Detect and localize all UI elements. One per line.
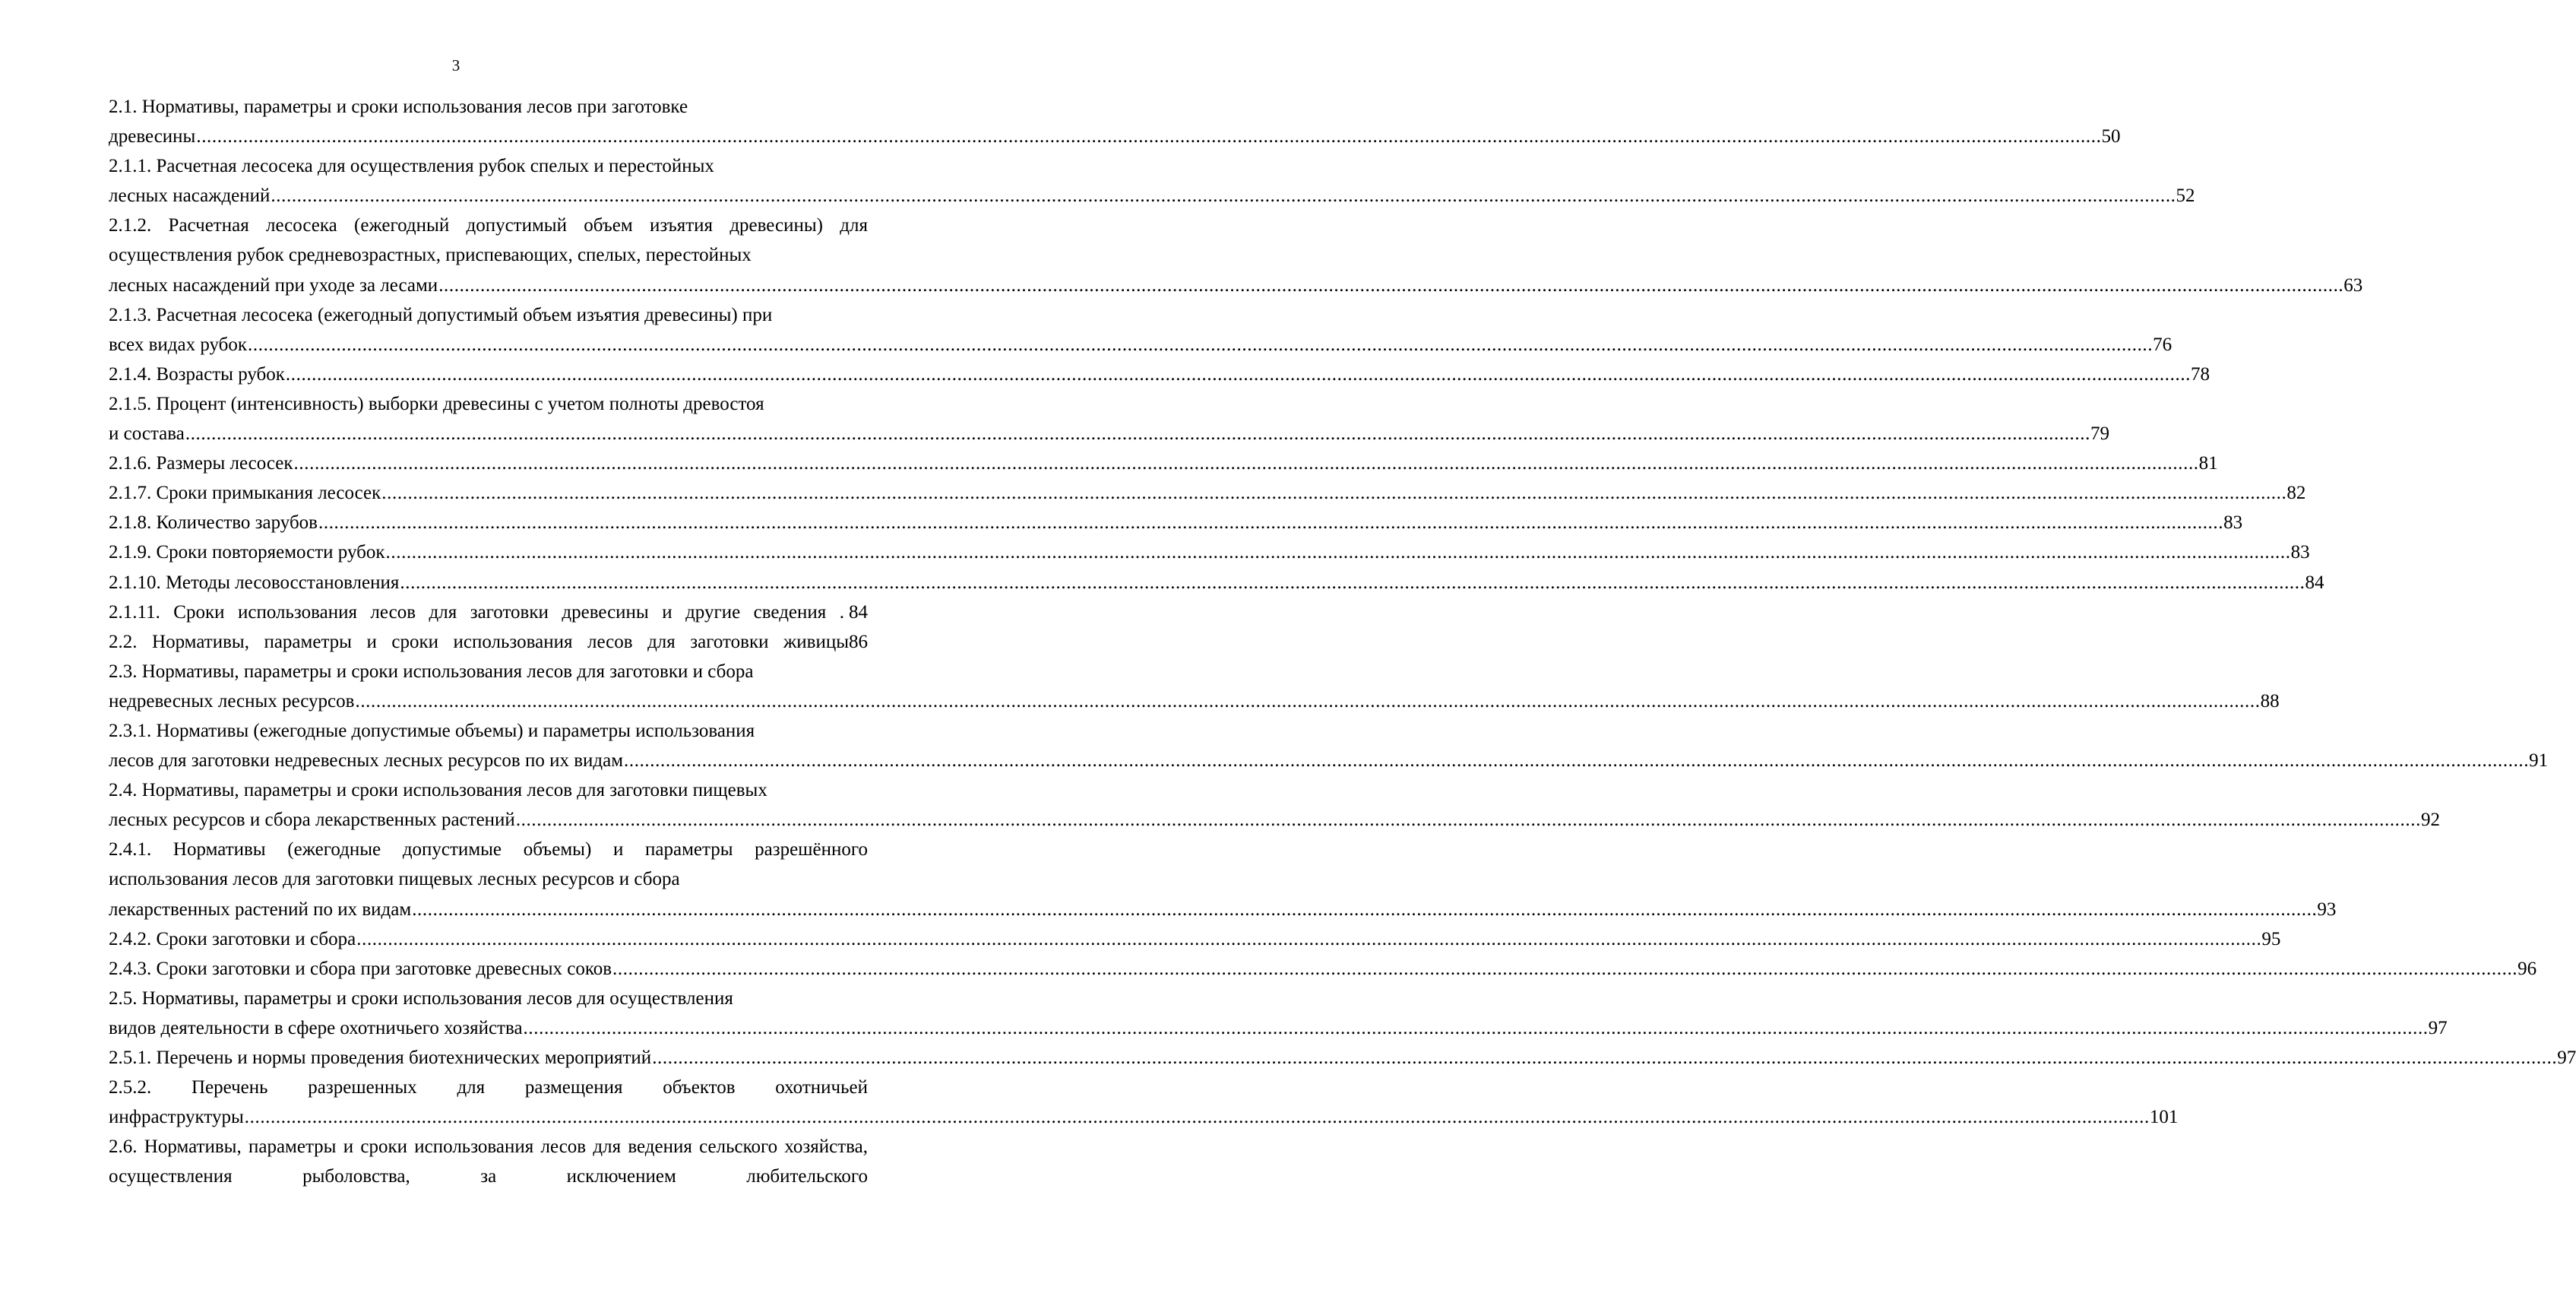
- toc-entry-text: 2.5.2. Перечень разрешенных для размещения объектов охотничьей: [109, 1077, 868, 1098]
- toc-entry-2-1-2[interactable]: [109, 211, 2363, 300]
- toc-entry-2-6[interactable]: [109, 1132, 868, 1191]
- toc-entry-text: 2.1.8. Количество зарубов: [109, 512, 318, 534]
- toc-entry-text: и состава: [109, 423, 185, 445]
- toc-entry-line: [109, 924, 2281, 954]
- toc-entry-2-3-1[interactable]: [109, 716, 2549, 775]
- toc-entry-line: [109, 805, 2440, 835]
- toc-entry-text: 2.1.7. Сроки примыкания лесосек: [109, 483, 381, 504]
- toc-entry-text: 2.4. Нормативы, параметры и сроки использования лесов для заготовки пищевых: [109, 780, 767, 801]
- toc-entry-2-1[interactable]: [109, 92, 2121, 151]
- toc-entry-line: [109, 597, 868, 627]
- dot-leader: ..............................................................................................................................................................................................................................................................................................................................................................................: [612, 958, 2518, 979]
- toc-entry-text: всех видах рубок: [109, 334, 248, 355]
- toc-entry-2-4-1[interactable]: [109, 835, 2337, 924]
- toc-entry-text: 2.4.1. Нормативы (ежегодные допустимые объемы) и параметры разрешённого использования лесов для заготовки пищевых лесных ресурсов и сбора: [109, 839, 868, 890]
- toc-entry-text: 2.3. Нормативы, параметры и сроки использования лесов для заготовки и сбора: [109, 661, 754, 682]
- toc-page-number: 91: [2529, 750, 2549, 772]
- toc-entry-text: лекарственных растений по их видам: [109, 899, 412, 920]
- toc-entry-line: [109, 686, 2280, 716]
- toc-entry-text: 2.1.1. Расчетная лесосека для осуществления рубок спелых и перестойных: [109, 156, 714, 177]
- dot-leader: ..............................................................................................................................................................................................................................................................................................................................................................................: [248, 334, 2154, 355]
- toc-entry-line: [109, 954, 2537, 984]
- toc-entry-text: 2.2. Нормативы, параметры и сроки использования лесов для заготовки живицы: [109, 631, 849, 652]
- dot-leader: ..............................................................................................................................................................................................................................................................................................................................................................................: [293, 453, 2199, 474]
- toc-entry-text: недревесных лесных ресурсов: [109, 690, 355, 712]
- toc-entry-text: 2.1.6. Размеры лесосек: [109, 453, 293, 474]
- toc-entry-line: [109, 181, 2195, 211]
- toc-entry-text: древесины: [109, 126, 196, 147]
- dot-leader: ..............................................................................................................................................................................................................................................................................................................................................................................: [356, 928, 2262, 949]
- toc-entry-text: видов деятельности в сфере охотничьего хозяйства: [109, 1017, 523, 1038]
- toc-entry-line: [109, 1013, 2448, 1043]
- dot-leader: ..............................................................................................................................................................................................................................................................................................................................................................................: [624, 750, 2530, 772]
- toc-page-number: 81: [2198, 453, 2218, 474]
- dot-leader: ..............................................................................................................................................................................................................................................................................................................................................................................: [355, 690, 2261, 712]
- toc-entry-line: [109, 122, 2121, 151]
- toc-entry-line: [109, 419, 2109, 448]
- toc-entry-line: [109, 271, 2363, 300]
- dot-leader: ..............................................................................................................................................................................................................................................................................................................................................................................: [244, 1107, 2150, 1128]
- toc-page-number: 84: [849, 601, 868, 623]
- toc-page-number: 101: [2149, 1107, 2179, 1128]
- toc-entry-text: 2.4.2. Сроки заготовки и сбора: [109, 928, 356, 949]
- toc-entry-text: лесов для заготовки недревесных лесных ресурсов по их видам: [109, 750, 624, 772]
- dot-leader: ..............................................................................................................................................................................................................................................................................................................................................................................: [652, 1048, 2558, 1068]
- toc-page-number: 50: [2101, 126, 2121, 147]
- toc-entry-2-1-5[interactable]: [109, 389, 2109, 448]
- page-number: 3: [451, 56, 460, 74]
- dot-leader: ..............................................................................................................................................................................................................................................................................................................................................................................: [285, 363, 2191, 385]
- toc-entry-2-1-1[interactable]: [109, 151, 2195, 211]
- toc-entry-2-4[interactable]: [109, 775, 2440, 835]
- toc-page-number: 97: [2557, 1048, 2576, 1068]
- toc-entry-text: 2.5. Нормативы, параметры и сроки использования лесов для осуществления: [109, 987, 733, 1009]
- dot-leader: ..............................................................................................................................................................................................................................................................................................................................................................................: [385, 542, 2291, 563]
- toc-entry-line: [109, 537, 2310, 567]
- dot-leader: ..............................................................................................................................................................................................................................................................................................................................................................................: [318, 512, 2224, 534]
- toc-entry-2-1-4[interactable]: [109, 360, 2210, 389]
- toc-entry-text: 2.1.3. Расчетная лесосека (ежегодный допустимый объем изъятия древесины) при: [109, 304, 773, 325]
- toc-page-number: 82: [2286, 483, 2306, 504]
- toc-page-number: 79: [2090, 423, 2109, 445]
- toc-entry-2-5-2[interactable]: [109, 1073, 2179, 1132]
- dot-leader: ..............................................................................................................................................................................................................................................................................................................................................................................: [196, 126, 2102, 147]
- toc-entry-line: [109, 746, 2549, 775]
- toc-entry-2-1-6[interactable]: [109, 448, 2218, 478]
- toc-entry-text: 2.1.4. Возрасты рубок: [109, 363, 285, 385]
- toc-entry-text: лесных ресурсов и сбора лекарственных растений: [109, 810, 515, 831]
- toc-entry-text: 2.1.9. Сроки повторяемости рубок: [109, 542, 385, 563]
- toc-page-number: 52: [2176, 185, 2195, 207]
- dot-leader: ..............................................................................................................................................................................................................................................................................................................................................................................: [412, 899, 2318, 920]
- dot-leader: ..............................................................................................................................................................................................................................................................................................................................................................................: [185, 423, 2090, 445]
- toc-page-number: 97: [2428, 1017, 2448, 1038]
- dot-leader: ..............................................................................................................................................................................................................................................................................................................................................................................: [381, 483, 2287, 504]
- table-of-contents: [109, 92, 2576, 1191]
- toc-page-number: 96: [2517, 958, 2537, 979]
- dot-leader: ..............................................................................................................................................................................................................................................................................................................................................................................: [400, 572, 2305, 593]
- toc-entry-line: [109, 448, 2218, 478]
- dot-leader: ..............................................................................................................................................................................................................................................................................................................................................................................: [515, 810, 2421, 831]
- toc-page-number: 88: [2260, 690, 2280, 712]
- toc-entry-2-1-7[interactable]: [109, 478, 2306, 508]
- toc-page-number: 95: [2261, 928, 2281, 949]
- toc-entry-text: 2.1. Нормативы, параметры и сроки использования лесов при заготовке: [109, 97, 688, 117]
- toc-entry-text: инфраструктуры: [109, 1107, 244, 1128]
- toc-entry-2-3[interactable]: [109, 657, 2280, 716]
- toc-entry-text: 2.4.3. Сроки заготовки и сбора при заготовке древесных соков: [109, 958, 612, 979]
- toc-entry-2-5[interactable]: [109, 984, 2448, 1043]
- toc-entry-text: лесных насаждений: [109, 185, 271, 207]
- toc-entry-text: 2.1.10. Методы лесовосстановления: [109, 572, 400, 593]
- toc-entry-line: [109, 330, 2173, 360]
- toc-entry-2-1-10[interactable]: [109, 568, 2324, 597]
- toc-entry-line: [109, 568, 2324, 597]
- toc-page-number: 78: [2191, 363, 2210, 385]
- toc-page-number: 76: [2153, 334, 2173, 355]
- toc-entry-2-1-11[interactable]: [109, 597, 868, 627]
- toc-entry-text: 2.5.1. Перечень и нормы проведения биотехнических мероприятий: [109, 1048, 652, 1068]
- toc-page-number: 83: [2223, 512, 2243, 534]
- toc-entry-2-4-3[interactable]: [109, 954, 2537, 984]
- toc-page-number: 93: [2317, 899, 2337, 920]
- toc-entry-line: [109, 1102, 2179, 1132]
- toc-page-number: 84: [2305, 572, 2324, 593]
- toc-entry-text: 2.1.5. Процент (интенсивность) выборки древесины с учетом полноты древостоя: [109, 393, 764, 414]
- toc-page-number: 83: [2290, 542, 2310, 563]
- toc-page-number: 63: [2343, 274, 2363, 296]
- toc-entry-2-1-3[interactable]: [109, 300, 2173, 360]
- toc-entry-text: 2.6. Нормативы, параметры и сроки использования лесов для ведения сельского хозяйства, осуществления рыболовства, за исключением любительского: [109, 1136, 868, 1187]
- dot-leader: ..............................................................................................................................................................................................................................................................................................................................................................................: [271, 185, 2176, 207]
- toc-entry-2-2[interactable]: [109, 627, 868, 657]
- toc-entry-line: [109, 895, 2337, 924]
- toc-page-number: 86: [849, 631, 868, 652]
- toc-entry-line: [109, 508, 2243, 537]
- toc-entry-2-1-8[interactable]: [109, 508, 2243, 537]
- toc-entry-2-4-2[interactable]: [109, 924, 2281, 954]
- toc-entry-line: [109, 478, 2306, 508]
- toc-page-number: 92: [2420, 810, 2440, 831]
- toc-entry-text: 2.1.11. Сроки использования лесов для заготовки древесины и другие сведения .: [109, 601, 844, 623]
- toc-entry-line: [109, 1043, 2576, 1073]
- toc-entry-text: лесных насаждений при уходе за лесами: [109, 274, 438, 296]
- toc-entry-text: 2.1.2. Расчетная лесосека (ежегодный допустимый объем изъятия древесины) для осуществления рубок средневозрастных, приспевающих, спелых, перестойных: [109, 215, 868, 266]
- toc-entry-line: [109, 627, 868, 657]
- dot-leader: ..............................................................................................................................................................................................................................................................................................................................................................................: [438, 274, 2344, 296]
- toc-entry-text: 2.3.1. Нормативы (ежегодные допустимые объемы) и параметры использования: [109, 720, 755, 741]
- toc-entry-2-5-1[interactable]: [109, 1043, 2576, 1073]
- dot-leader: ..............................................................................................................................................................................................................................................................................................................................................................................: [523, 1017, 2429, 1038]
- toc-entry-2-1-9[interactable]: [109, 537, 2310, 567]
- toc-entry-line: [109, 360, 2210, 389]
